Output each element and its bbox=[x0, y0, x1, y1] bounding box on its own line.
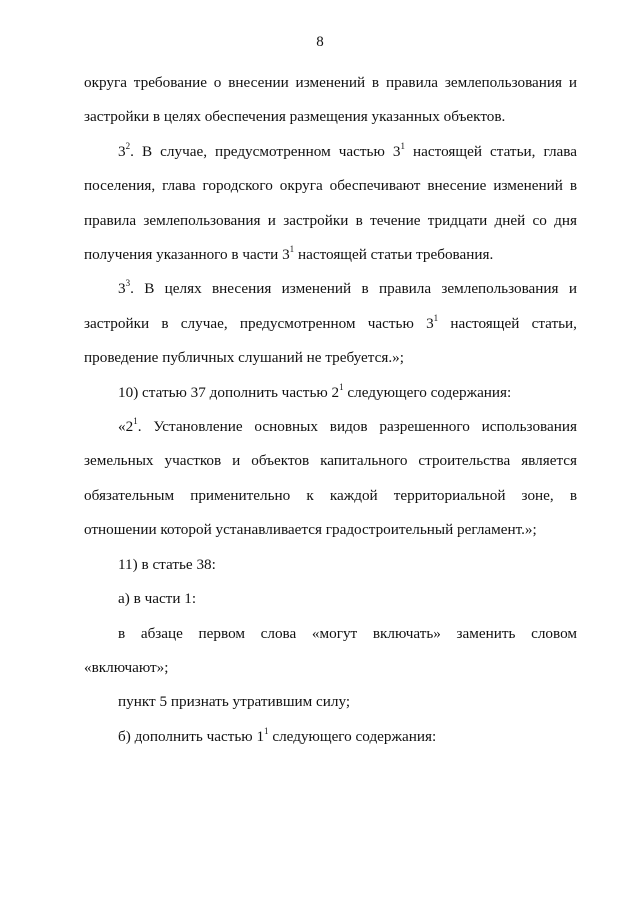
paragraph: б) дополнить частью $1^1$ следующего содержания: bbox=[118, 725, 437, 745]
page-number: 8 bbox=[316, 34, 324, 50]
paragraph: $3^3$. В целях внесения изменений в правила землепользования и застройки в случае, предусмотренном частью $3^1$ настоящей статьи, проведение публичных слушаний не требуется.»; bbox=[84, 278, 577, 367]
paragraph: округа требование о внесении изменений в правила землепользования и застройки в целях обеспечения размещения указанных объектов. bbox=[84, 74, 577, 126]
paragraph: 11) в статье 38: bbox=[118, 555, 216, 573]
paragraph: а) в части 1: bbox=[118, 590, 197, 608]
paragraph: 10) статью 37 дополнить частью $2^1$ следующего содержания: bbox=[118, 381, 512, 401]
document-body bbox=[84, 66, 577, 754]
paragraph: $3^2$. В случае, предусмотренном частью $3^1$ настоящей статьи, глава поселения, глава городского округа обеспечивают внесение изменений в правила землепользования и застройки в течение тридцати дней со дня получения указанного в части $3^1$ настоящей статьи требования. bbox=[84, 140, 577, 264]
paragraph: в абзаце первом слова «могут включать» заменить словом «включают»; bbox=[84, 624, 577, 676]
paragraph: пункт 5 признать утратившим силу; bbox=[118, 693, 351, 711]
paragraph: «$2^1$. Установление основных видов разрешенного использования земельных участков и объектов капитального строительства является обязательным применительно к каждой территориальной зоне, в отношении которой устанавливается градостроительный регламент.»; bbox=[84, 416, 577, 539]
